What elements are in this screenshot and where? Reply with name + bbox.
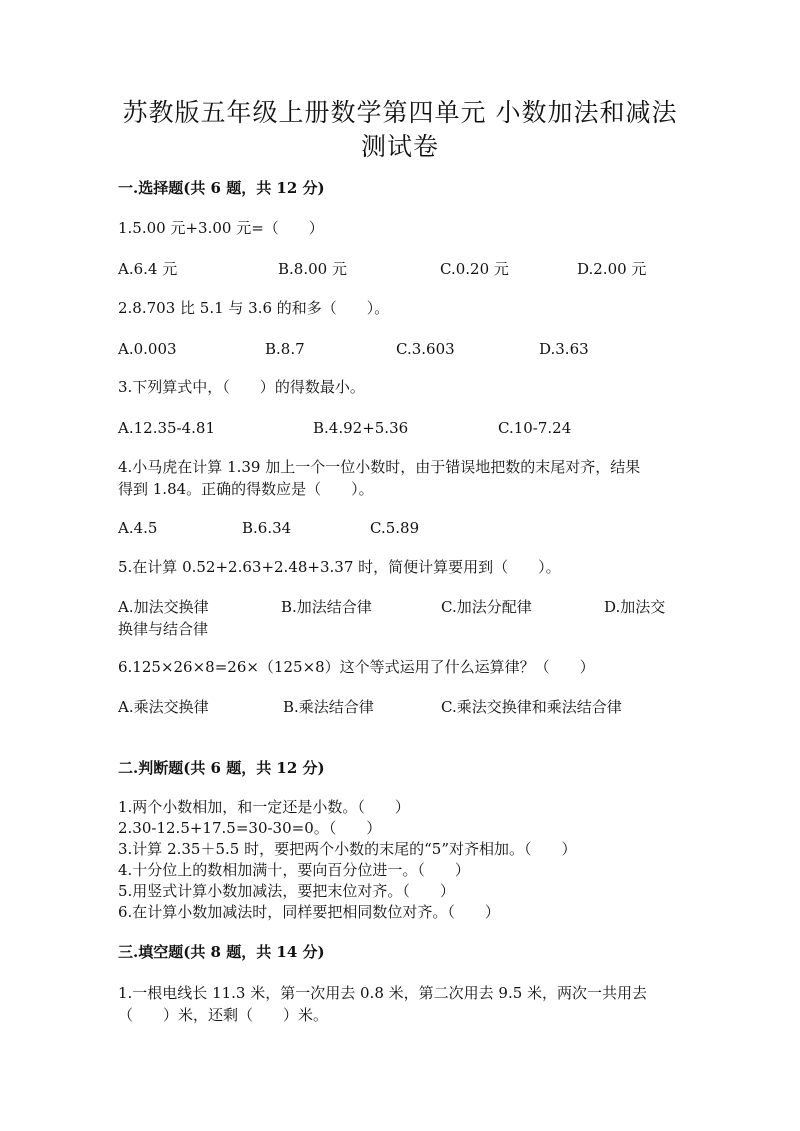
option-b: B.8.7 <box>265 340 305 358</box>
option-d: D.加法交 <box>604 598 666 616</box>
option-c: C.5.89 <box>370 519 420 537</box>
exam-title-line2: 测试卷 <box>360 132 439 161</box>
option-a: A.6.4 元 <box>118 260 178 278</box>
judgement-item: 1.两个小数相加，和一定还是小数。（ ） <box>118 798 410 816</box>
option-b: B.乘法结合律 <box>283 698 374 716</box>
judgement-item: 3.计算 2.35＋5.5 时，要把两个小数的末尾的“5”对齐相加。（ ） <box>118 840 577 858</box>
option-c: C.10-7.24 <box>498 419 572 437</box>
option-a: A.4.5 <box>118 519 158 537</box>
option-d-continuation: 换律与结合律 <box>118 620 209 638</box>
judgement-item: 4.十分位上的数相加满十，要向百分位进一。（ ） <box>118 861 470 879</box>
section2-heading: 二.判断题(共 6 题，共 12 分) <box>118 759 325 777</box>
fill-question-line1: 1.一根电线长 11.3 米，第一次用去 0.8 米，第二次用去 9.5 米，两次一共用去 <box>118 984 648 1002</box>
judgement-item: 6.在计算小数加减法时，同样要把相同数位对齐。（ ） <box>118 903 500 921</box>
option-b: B.8.00 元 <box>278 260 347 278</box>
option-c: C.3.603 <box>396 340 455 358</box>
fill-question-line2: （ ）米，还剩（ ）米。 <box>118 1006 329 1024</box>
option-d: D.3.63 <box>539 340 589 358</box>
question-stem-line1: 4.小马虎在计算 1.39 加上一个一位小数时，由于错误地把数的末尾对齐，结果 <box>118 458 641 476</box>
question-stem: 3.下列算式中，（ ）的得数最小。 <box>118 378 365 396</box>
option-d: D.2.00 元 <box>577 260 647 278</box>
question-stem: 1.5.00 元+3.00 元=（ ） <box>118 219 324 237</box>
option-b: B.4.92+5.36 <box>313 419 409 437</box>
exam-title-line1: 苏教版五年级上册数学第四单元 小数加法和减法 <box>122 98 678 127</box>
judgement-item: 2.30-12.5+17.5=30-30=0。（ ） <box>118 819 382 837</box>
option-c: C.加法分配律 <box>441 598 532 616</box>
option-c: C.乘法交换律和乘法结合律 <box>441 698 622 716</box>
option-a: A.乘法交换律 <box>118 698 209 716</box>
section3-heading: 三.填空题(共 8 题，共 14 分) <box>118 943 325 961</box>
option-a: A.加法交换律 <box>118 598 209 616</box>
option-a: A.12.35-4.81 <box>118 419 216 437</box>
question-stem: 6.125×26×8=26×（125×8）这个等式运用了什么运算律？（ ） <box>118 658 595 676</box>
question-stem-line2: 得到 1.84。正确的得数应是（ ）。 <box>118 480 374 498</box>
option-a: A.0.003 <box>118 340 177 358</box>
question-stem: 5.在计算 0.52+2.63+2.48+3.37 时，简便计算要用到（ ）。 <box>118 558 561 576</box>
option-c: C.0.20 元 <box>440 260 509 278</box>
judgement-item: 5.用竖式计算小数加减法，要把末位对齐。（ ） <box>118 882 455 900</box>
section1-heading: 一.选择题(共 6 题，共 12 分) <box>118 179 325 197</box>
question-stem: 2.8.703 比 5.1 与 3.6 的和多（ ）。 <box>118 299 390 317</box>
option-b: B.6.34 <box>242 519 292 537</box>
option-b: B.加法结合律 <box>281 598 372 616</box>
